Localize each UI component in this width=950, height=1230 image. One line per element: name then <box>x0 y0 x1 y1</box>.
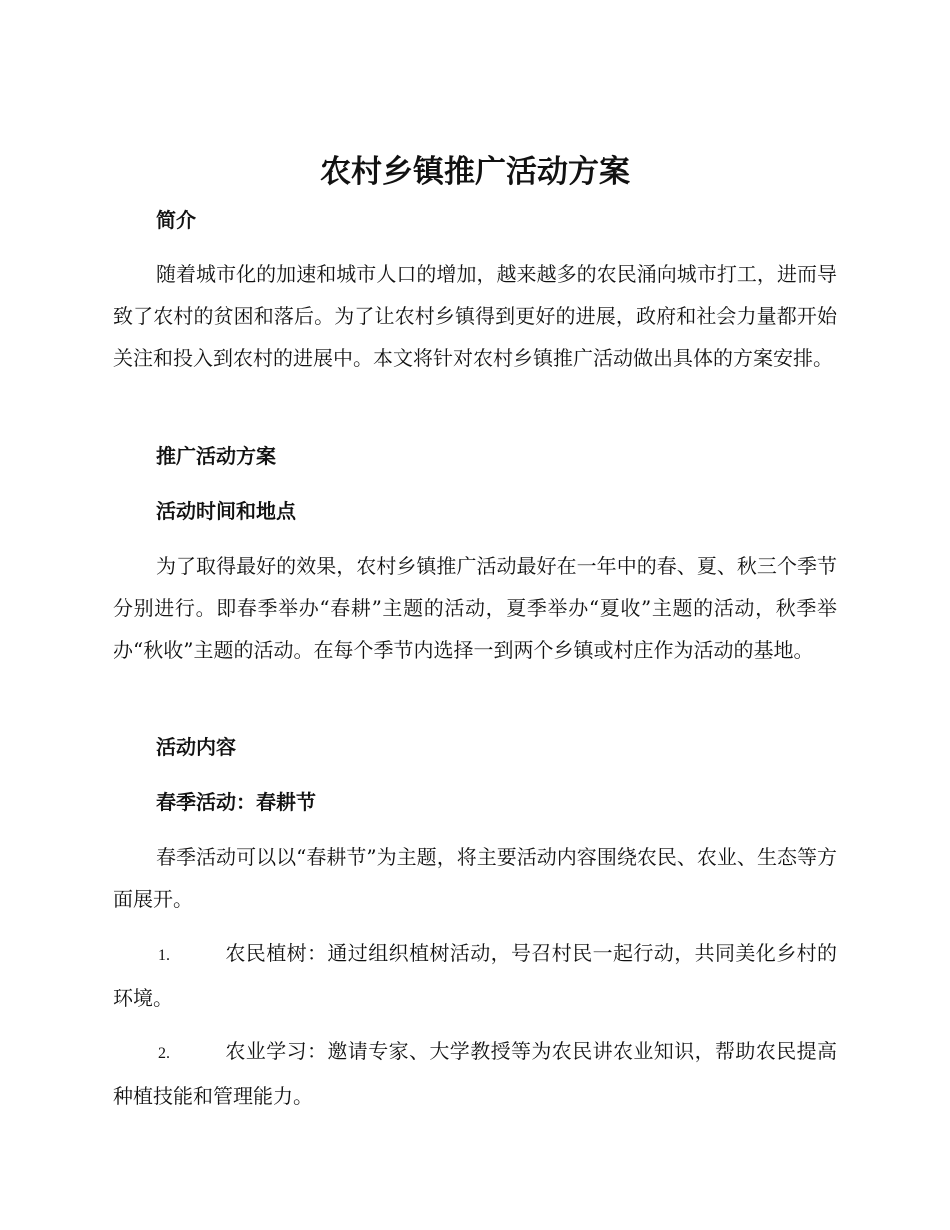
intro-paragraph: 随着城市化的加速和城市人口的增加，越来越多的农民涌向城市打工，进而导致了农村的贫困和落后。为了让农村乡镇得到更好的进展，政府和社会力量都开始关注和投入到农村的进展中。本文将针对农村乡镇推广活动做出具体的方案安排。 <box>113 262 837 370</box>
spring-paragraph: 春季活动可以以“春耕节”为主题，将主要活动内容围绕农民、农业、生态等方面展开。 <box>113 845 837 911</box>
section-heading-time-place: 活动时间和地点 <box>156 499 296 523</box>
list-item <box>113 932 837 1019</box>
list-item-text: 农业学习：邀请专家、大学教授等为农民讲农业知识，帮助农民提高种植技能和管理能力。 <box>113 1039 837 1108</box>
section-heading-plan: 推广活动方案 <box>156 444 276 468</box>
list-item-number: 1. <box>158 947 170 964</box>
document-title: 农村乡镇推广活动方案 <box>320 154 630 190</box>
list-item-text: 农民植树：通过组织植树活动，号召村民一起行动，共同美化乡村的环境。 <box>113 941 837 1010</box>
list-item <box>113 1030 837 1117</box>
section-heading-spring: 春季活动：春耕节 <box>156 790 316 814</box>
list-item-number: 2. <box>158 1045 170 1062</box>
section-heading-content: 活动内容 <box>156 735 236 759</box>
section-heading-intro: 简介 <box>156 208 196 232</box>
time-place-paragraph: 为了取得最好的效果，农村乡镇推广活动最好在一年中的春、夏、秋三个季节分别进行。即春季举办“春耕”主题的活动，夏季举办“夏收”主题的活动，秋季举办“秋收”主题的活动。在每个季节内选择一到两个乡镇或村庄作为活动的基地。 <box>113 554 837 662</box>
